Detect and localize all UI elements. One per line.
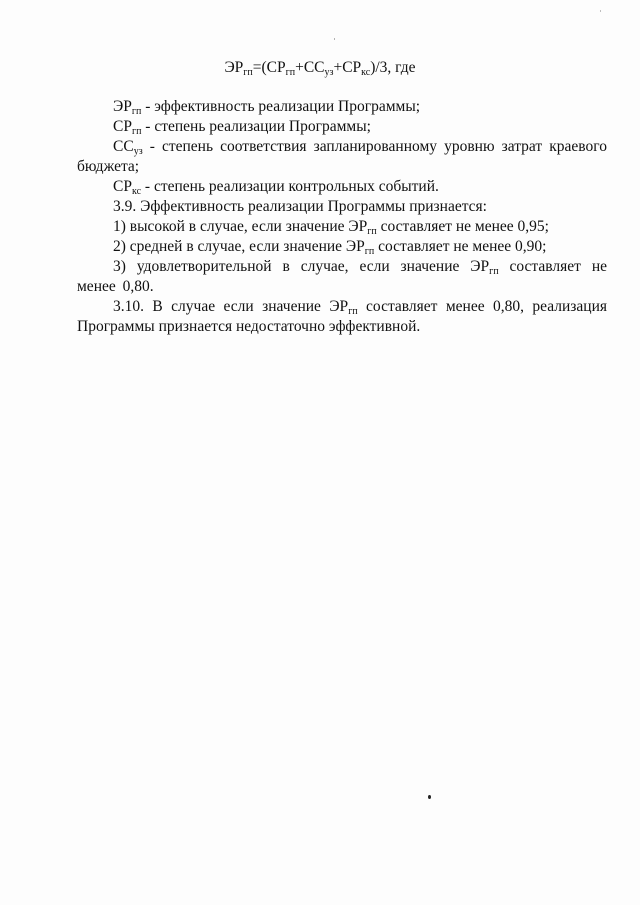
clause-text: составляет менее 0,80, реализация Программы признается недостаточно эффективной. [77,298,607,335]
formula-term-3-sub: кс [361,67,371,78]
clause-3-9-item-high [77,217,607,237]
scan-speck [334,38,335,40]
item-text: 1) высокой в случае, если значение ЭР [113,218,368,235]
definition-er-gp [77,97,607,117]
clause-sub: гп [348,306,358,317]
definition-sr-ks [77,177,607,197]
definition-symbol-sub: кс [131,186,142,197]
clause-3-9-item-medium [77,237,607,257]
clause-3-10 [77,297,607,337]
definition-symbol: СС [113,138,134,155]
definition-symbol-sub: гп [131,106,142,117]
definition-text: - степень соответствия запланированному уровню затрат краевого бюджета; [77,138,607,175]
formula-term-2-sub: уз [324,67,334,78]
formula-term-1-sub: гп [285,67,296,78]
formula-lhs: ЭР [224,59,244,76]
definition-sr-gp [77,117,607,137]
formula-term-3: +СР [333,59,362,76]
item-text: составляет не менее 0,95; [376,218,549,235]
scan-speck [600,10,601,12]
document-body [77,97,607,337]
item-text: составляет не менее 0,80. [77,258,608,295]
formula-tail: )/3, где [370,59,416,76]
clause-text: 3.10. В случае если значение ЭР [113,298,349,315]
efficiency-formula [0,58,640,78]
formula-lhs-sub: гп [243,67,253,78]
item-text: составляет не менее 0,90; [374,238,547,255]
definition-text: - эффективность реализации Программы; [141,98,421,115]
definition-symbol-sub: гп [131,126,142,137]
formula-term-1: =(СР [252,59,286,76]
definition-text: - степень реализации контрольных событий. [141,178,439,195]
definition-symbol: ЭР [113,98,132,115]
definition-text: - степень реализации Программы; [141,118,371,135]
definition-symbol-sub: уз [133,146,143,157]
item-text: 2) средней в случае, если значение ЭР [113,238,365,255]
definition-symbol: СР [113,178,132,195]
item-sub: гп [367,226,377,237]
definition-symbol: СР [113,118,132,135]
scan-speck [428,795,431,799]
item-sub: гп [489,266,499,277]
item-text: 3) удовлетворительной в случае, если значение ЭР [113,258,490,275]
clause-3-9-item-satisfactory [77,257,607,297]
item-sub: гп [364,246,375,257]
formula-term-2: +СС [295,59,325,76]
definition-ss-uz [77,137,607,177]
clause-3-9-heading: 3.9. Эффективность реализации Программы признается: [113,198,487,215]
